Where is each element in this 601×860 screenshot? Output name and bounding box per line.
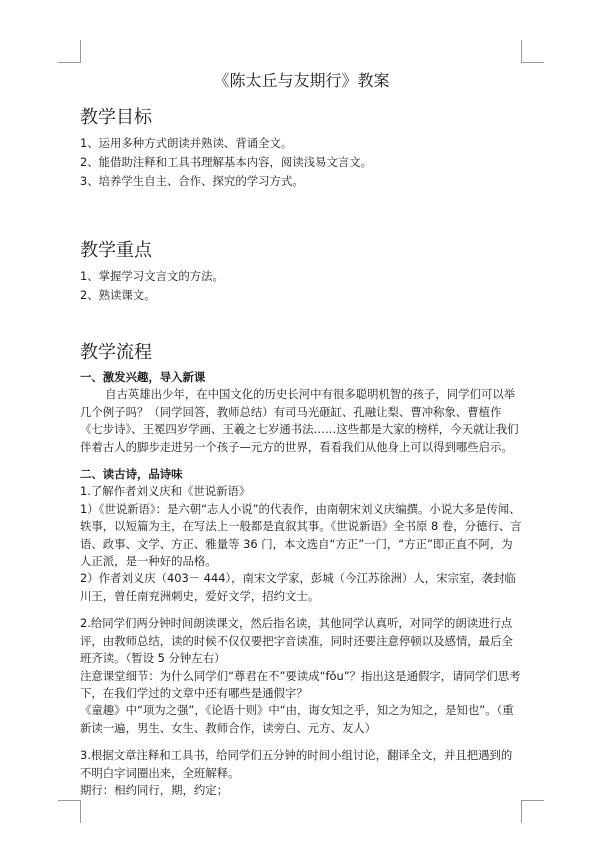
list-item: 1、掌握学习文言文的方法。 bbox=[80, 269, 224, 283]
list-item: 2、熟读课文。 bbox=[80, 288, 156, 302]
list-item: 3、培养学生自主、合作、探究的学习方式。 bbox=[80, 174, 304, 188]
part-heading: 一、激发兴趣，导入新课 bbox=[80, 370, 206, 384]
paragraph: 1.了解作者刘义庆和《世说新语》 bbox=[80, 484, 251, 499]
crop-mark-bottom-right bbox=[521, 800, 544, 823]
paragraph: 《童趣》中“项为之强”，《论语十则》中“由，诲女知之乎，知之为知之，是知也”。（重新读一遍，男生、女生、教师合作，读旁白、元方、友人） bbox=[80, 703, 514, 735]
process-part-2 bbox=[80, 466, 523, 799]
paragraph-gap bbox=[80, 605, 523, 615]
section-heading-process: 教学流程 bbox=[80, 342, 152, 363]
crop-mark-bottom-left bbox=[58, 800, 81, 823]
paragraph: 2）作者刘义庆（403－ 444），南宋文学家，彭城（今江苏徐洲）人，宋宗室，袭封临川王，曾任南兖洲刺史，爱好文学，招约文士。 bbox=[80, 571, 516, 603]
process-part-1 bbox=[80, 369, 523, 456]
goals-list bbox=[80, 134, 523, 191]
list-item: 1、运用多种方式朗读并熟读、背诵全文。 bbox=[80, 136, 293, 150]
focus-list bbox=[80, 267, 523, 305]
section-heading-focus: 教学重点 bbox=[80, 240, 152, 261]
section-heading-goals: 教学目标 bbox=[80, 107, 152, 128]
crop-mark-top-right bbox=[521, 40, 544, 63]
paragraph: 注意课堂细节：为什么同学们“尊君在不”要读成“fǒu”？指出这是通假字，请同学们思考下，在我们学过的文章中还有哪些是通假字？ bbox=[80, 668, 521, 700]
paragraph: 期行：相约同行，期，约定； bbox=[80, 782, 229, 797]
paragraph: 3.根据文章注释和工具书，给同学们五分钟的时间小组讨论，翻译全文，并且把遇到的不明白字词圈出来，全班解释。 bbox=[80, 748, 513, 780]
part-heading: 二、读古诗，品诗味 bbox=[80, 467, 183, 482]
list-item: 2、能借助注释和工具书理解基本内容，阅读浅易文言文。 bbox=[80, 155, 373, 169]
document-page bbox=[80, 64, 523, 799]
paragraph: 自古英雄出少年，在中国文化的历史长河中有很多聪明机智的孩子，同学们可以举几个例子吗？（同学回答，教师总结）有司马光砸缸、孔融让梨、曹冲称象、曹植作《七步诗》、王冕四岁学画、王羲之七岁通书法……这些都是大家的榜样，今天就让我们伴着古人的脚步走进另一个孩子—元方的世界，看看我们从他身上可以得到哪些启示。 bbox=[80, 387, 519, 454]
paragraph-gap bbox=[80, 737, 523, 747]
paragraph: 1）《世说新语》：是六朝“志人小说”的代表作，由南朝宋刘义庆编撰。小说大多是传闻、轶事，以短篇为主，在写法上一般都是直叙其事。《世说新语》全书原 8 卷，分德行、言语、政事、文学、方正、雅量等 36 门，本文选自“方正”一门，“方正”即正直不阿，为人正派，是一种好的品格。 bbox=[80, 501, 522, 569]
document-title: 《陈太丘与友期行》教案 bbox=[213, 71, 390, 90]
paragraph: 2.给同学们两分钟时间朗读课文，然后指名读，其他同学认真听，对同学的朗读进行点评，由教师总结，读的时候不仅仅要把字音读准，同时还要注意停顿以及感情，最后全班齐读。（暂设 5 分钟左右） bbox=[80, 616, 513, 666]
crop-mark-top-left bbox=[58, 40, 81, 63]
